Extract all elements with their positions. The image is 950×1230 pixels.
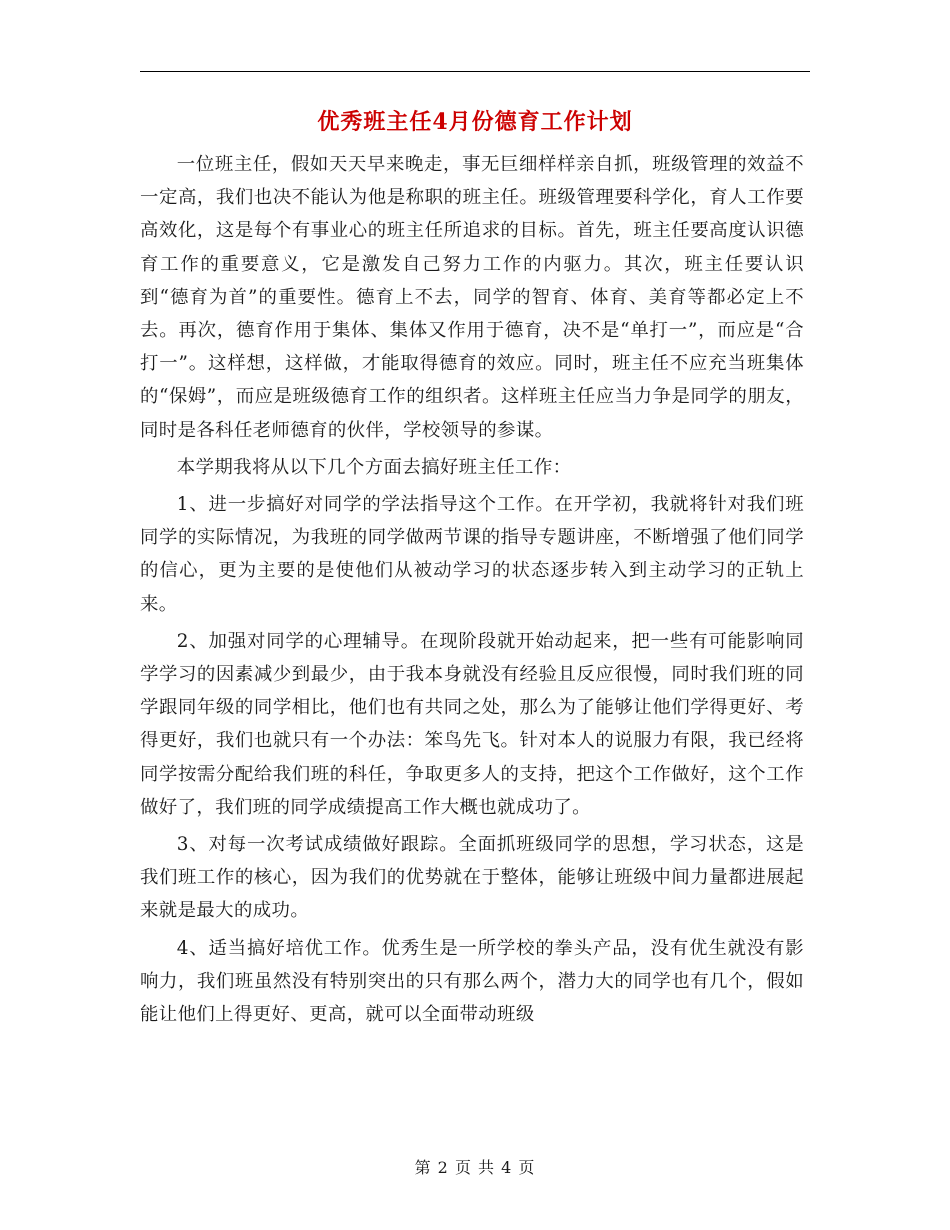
- document-body: [140, 148, 804, 1035]
- header-rule: [140, 71, 810, 72]
- paragraph-plan-lead: 本学期我将从以下几个方面去搞好班主任工作：: [176, 456, 572, 478]
- paragraph-item-3: 3、对每一次考试成绩做好跟踪。全面抓班级同学的思想，学习状态，这是我们班工作的核心，因为我们的优势就在于整体，能够让班级中间力量都进展起来就是最大的成功。: [140, 834, 804, 922]
- paragraph-item-2: 2、加强对同学的心理辅导。在现阶段就开始动起来，把一些有可能影响同学学习的因素减少到最少，由于我本身就没有经验且反应很慢，同时我们班的同学跟同年级的同学相比，他们也有共同之处，那么为了能够让他们学得更好、考得更好，我们也就只有一个办法：笨鸟先飞。针对本人的说服力有限，我已经将同学按需分配给我们班的科任，争取更多人的支持，把这个工作做好，这个工作做好了，我们班的同学成绩提高工作大概也就成功了。: [140, 630, 804, 818]
- page-number-footer: 第 2 页 共 4 页: [414, 1158, 536, 1177]
- paragraph-intro: 一位班主任，假如天天早来晚走，事无巨细样样亲自抓，班级管理的效益不一定高，我们也决不能认为他是称职的班主任。班级管理要科学化，育人工作要高效化，这是每个有事业心的班主任所追求的目标。首先，班主任要高度认识德育工作的重要意义，它是激发自己努力工作的内驱力。其次，班主任要认识到“德育为首”的重要性。德育上不去，同学的智育、体育、美育等都必定上不去。再次，德育作用于集体、集体又作用于德育，决不是“单打一”，而应是“合打一”。这样想，这样做，才能取得德育的效应。同时，班主任不应充当班集体的“保姆”，而应是班级德育工作的组织者。这样班主任应当力争是同学的朋友，同时是各科任老师德育的伙伴，学校领导的参谋。: [140, 154, 804, 441]
- paragraph-item-4: 4、适当搞好培优工作。优秀生是一所学校的拳头产品，没有优生就没有影响力，我们班虽然没有特别突出的只有那么两个，潜力大的同学也有几个，假如能让他们上得更好、更高，就可以全面带动班级: [140, 937, 804, 1026]
- paragraph-item-1: 1、进一步搞好对同学的学法指导这个工作。在开学初，我就将针对我们班同学的实际情况，为我班的同学做两节课的指导专题讲座，不断增强了他们同学的信心，更为主要的是使他们从被动学习的状态逐步转入到主动学习的正轨上来。: [140, 494, 804, 615]
- document-title: 优秀班主任4月份德育工作计划: [317, 109, 633, 135]
